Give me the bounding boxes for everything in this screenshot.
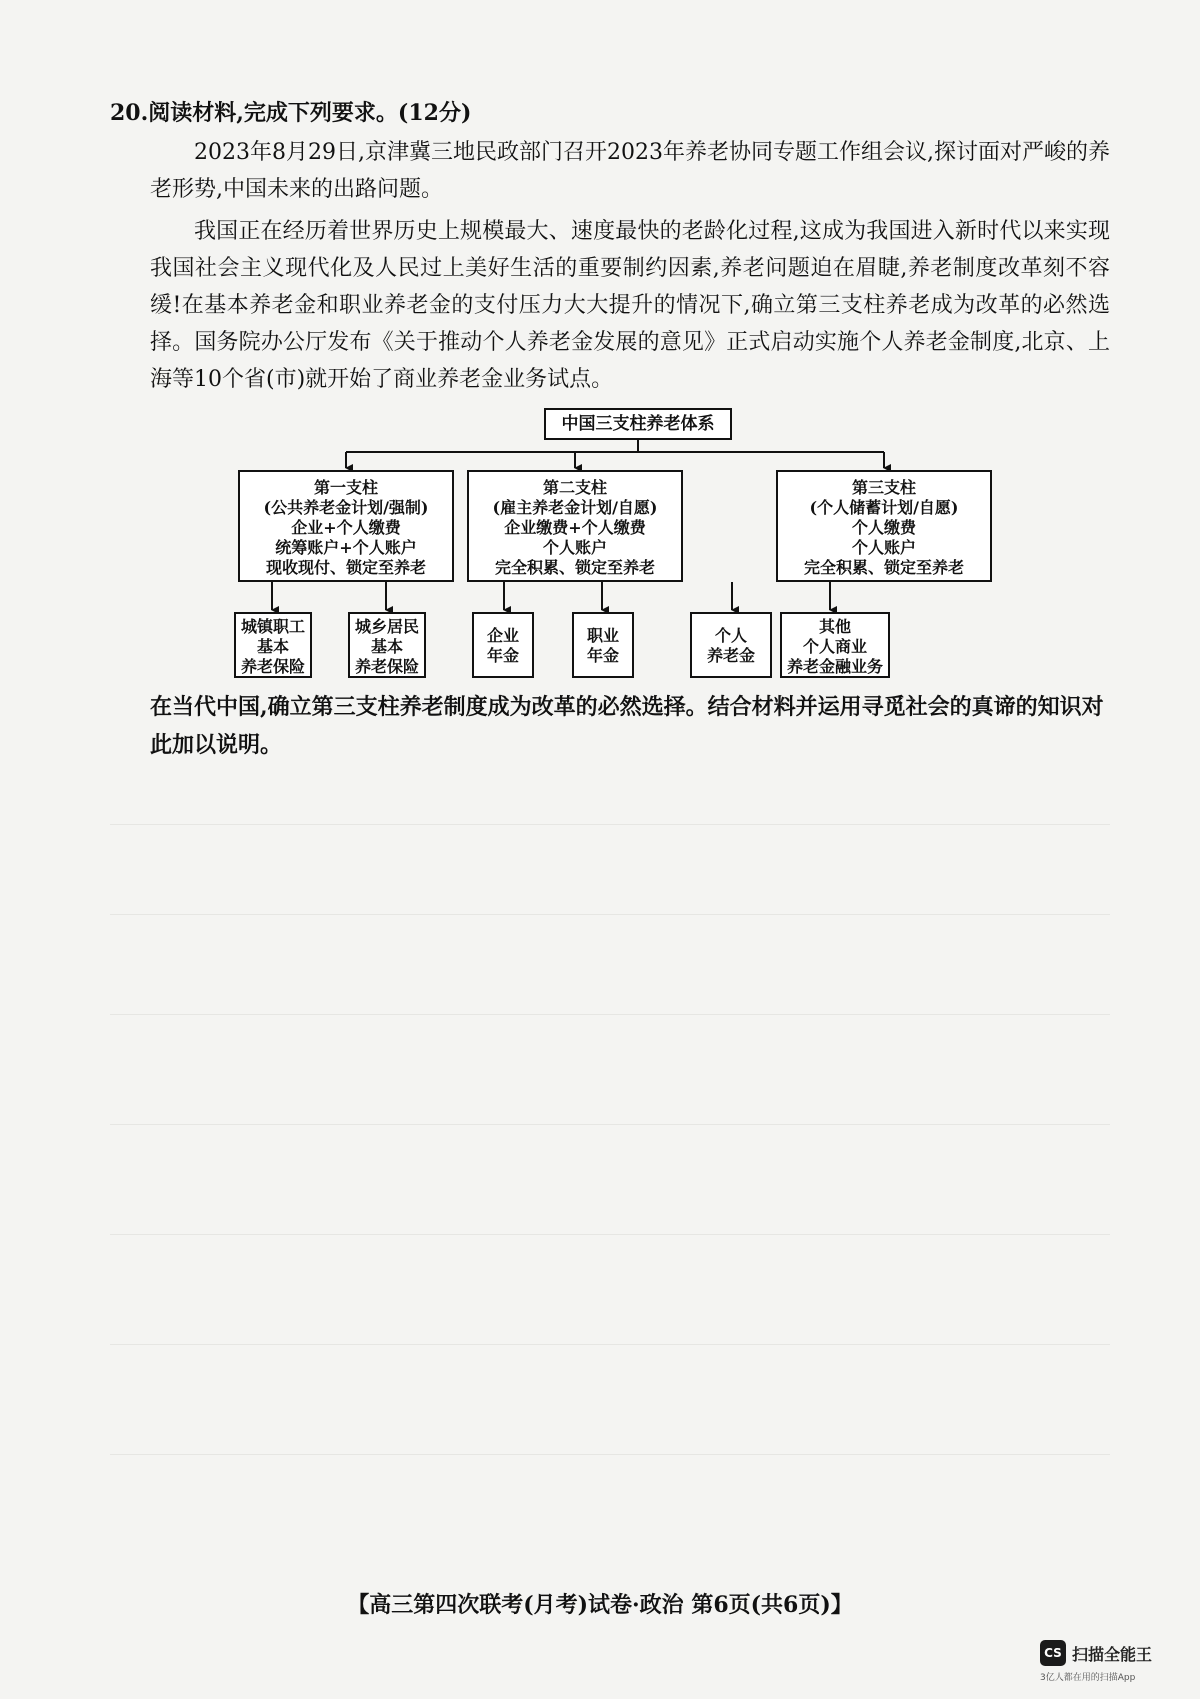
scanner-app-subtitle: 3亿人都在用的扫描App [1040,1673,1136,1683]
pillar-line: 个人缴费 [851,518,916,537]
pillar-line: 统筹账户+个人账户 [275,538,417,557]
leaf-line: 养老金融业务 [786,657,883,676]
diagram-root: 中国三支柱养老体系 [544,408,732,440]
pillar-line: (公共养老金计划/强制) [263,498,429,517]
leaf-enterprise-annuity [472,612,534,678]
scanner-app-name: 扫描全能王 [1072,1645,1153,1664]
question-prompt: 在当代中国,确立第三支柱养老制度成为改革的必然选择。结合材料并运用寻觅社会的真谛的知识对此加以说明。 [150,694,1104,758]
material-paragraph-2: 我国正在经历着世界历史上规模最大、速度最快的老龄化过程,这成为我国进入新时代以来实现我国社会主义现代化及人民过上美好生活的重要制约因素,养老问题迫在眉睫,养老制度改革刻不容缓!在基本养老金和职业养老金的支付压力大大提升的情况下,确立第三支柱养老成为改革的必然选择。国务院办公厅发布《关于推动个人养老金发展的意见》正式启动实施个人养老金制度,北京、上海等10个省(市)就开始了商业养老金业务试点。 [150,219,1110,392]
leaf-line: 个人商业 [802,637,867,656]
pillar-line: (个人储蓄计划/自愿) [809,498,959,517]
leaf-commercial-pension [780,612,890,678]
leaf-line: 基本 [370,637,403,656]
pillar-line: 企业缴费+个人缴费 [504,518,646,537]
leaf-resident-pension [348,612,426,678]
pillar-3 [776,470,992,582]
leaf-personal-pension [690,612,772,678]
leaf-line: 个人 [714,626,747,645]
pension-system-diagram [240,408,970,688]
pillar-title: 第一支柱 [313,478,378,497]
leaf-line: 养老金 [706,646,755,665]
question-title: 20.阅读材料,完成下列要求。(12分) [110,100,472,126]
pillar-line: (雇主养老金计划/自愿) [492,498,658,517]
leaf-occupational-annuity [572,612,634,678]
pillar-line: 现收现付、锁定至养老 [265,558,426,577]
leaf-line: 养老保险 [240,657,305,676]
leaf-line: 年金 [486,646,519,665]
pillar-line: 完全积累、锁定至养老 [494,558,655,577]
pillar-2 [467,470,683,582]
pillar-title: 第二支柱 [542,478,607,497]
pillar-line: 个人账户 [542,538,607,557]
leaf-line: 基本 [256,637,289,656]
leaf-line: 养老保险 [354,657,419,676]
leaf-line: 职业 [586,626,619,645]
leaf-line: 其他 [818,617,851,636]
leaf-urban-worker-pension [234,612,312,678]
leaf-line: 城镇职工 [240,617,305,636]
pillar-line: 企业+个人缴费 [291,518,401,537]
material-paragraph-1: 2023年8月29日,京津冀三地民政部门召开2023年养老协同专题工作组会议,探讨面对严峻的养老形势,中国未来的出路问题。 [150,140,1110,202]
leaf-line: 企业 [486,626,519,645]
pillar-title: 第三支柱 [851,478,916,497]
pillar-line: 个人账户 [851,538,916,557]
leaf-line: 年金 [586,646,619,665]
pillar-line: 完全积累、锁定至养老 [803,558,964,577]
leaf-line: 城乡居民 [354,617,419,636]
pillar-1 [238,470,454,582]
scanner-watermark [1040,1640,1180,1683]
page-footer: 【高三第四次联考(月考)试卷·政治 第6页(共6页)】 [347,1592,853,1618]
cs-logo-icon: CS [1040,1640,1066,1666]
